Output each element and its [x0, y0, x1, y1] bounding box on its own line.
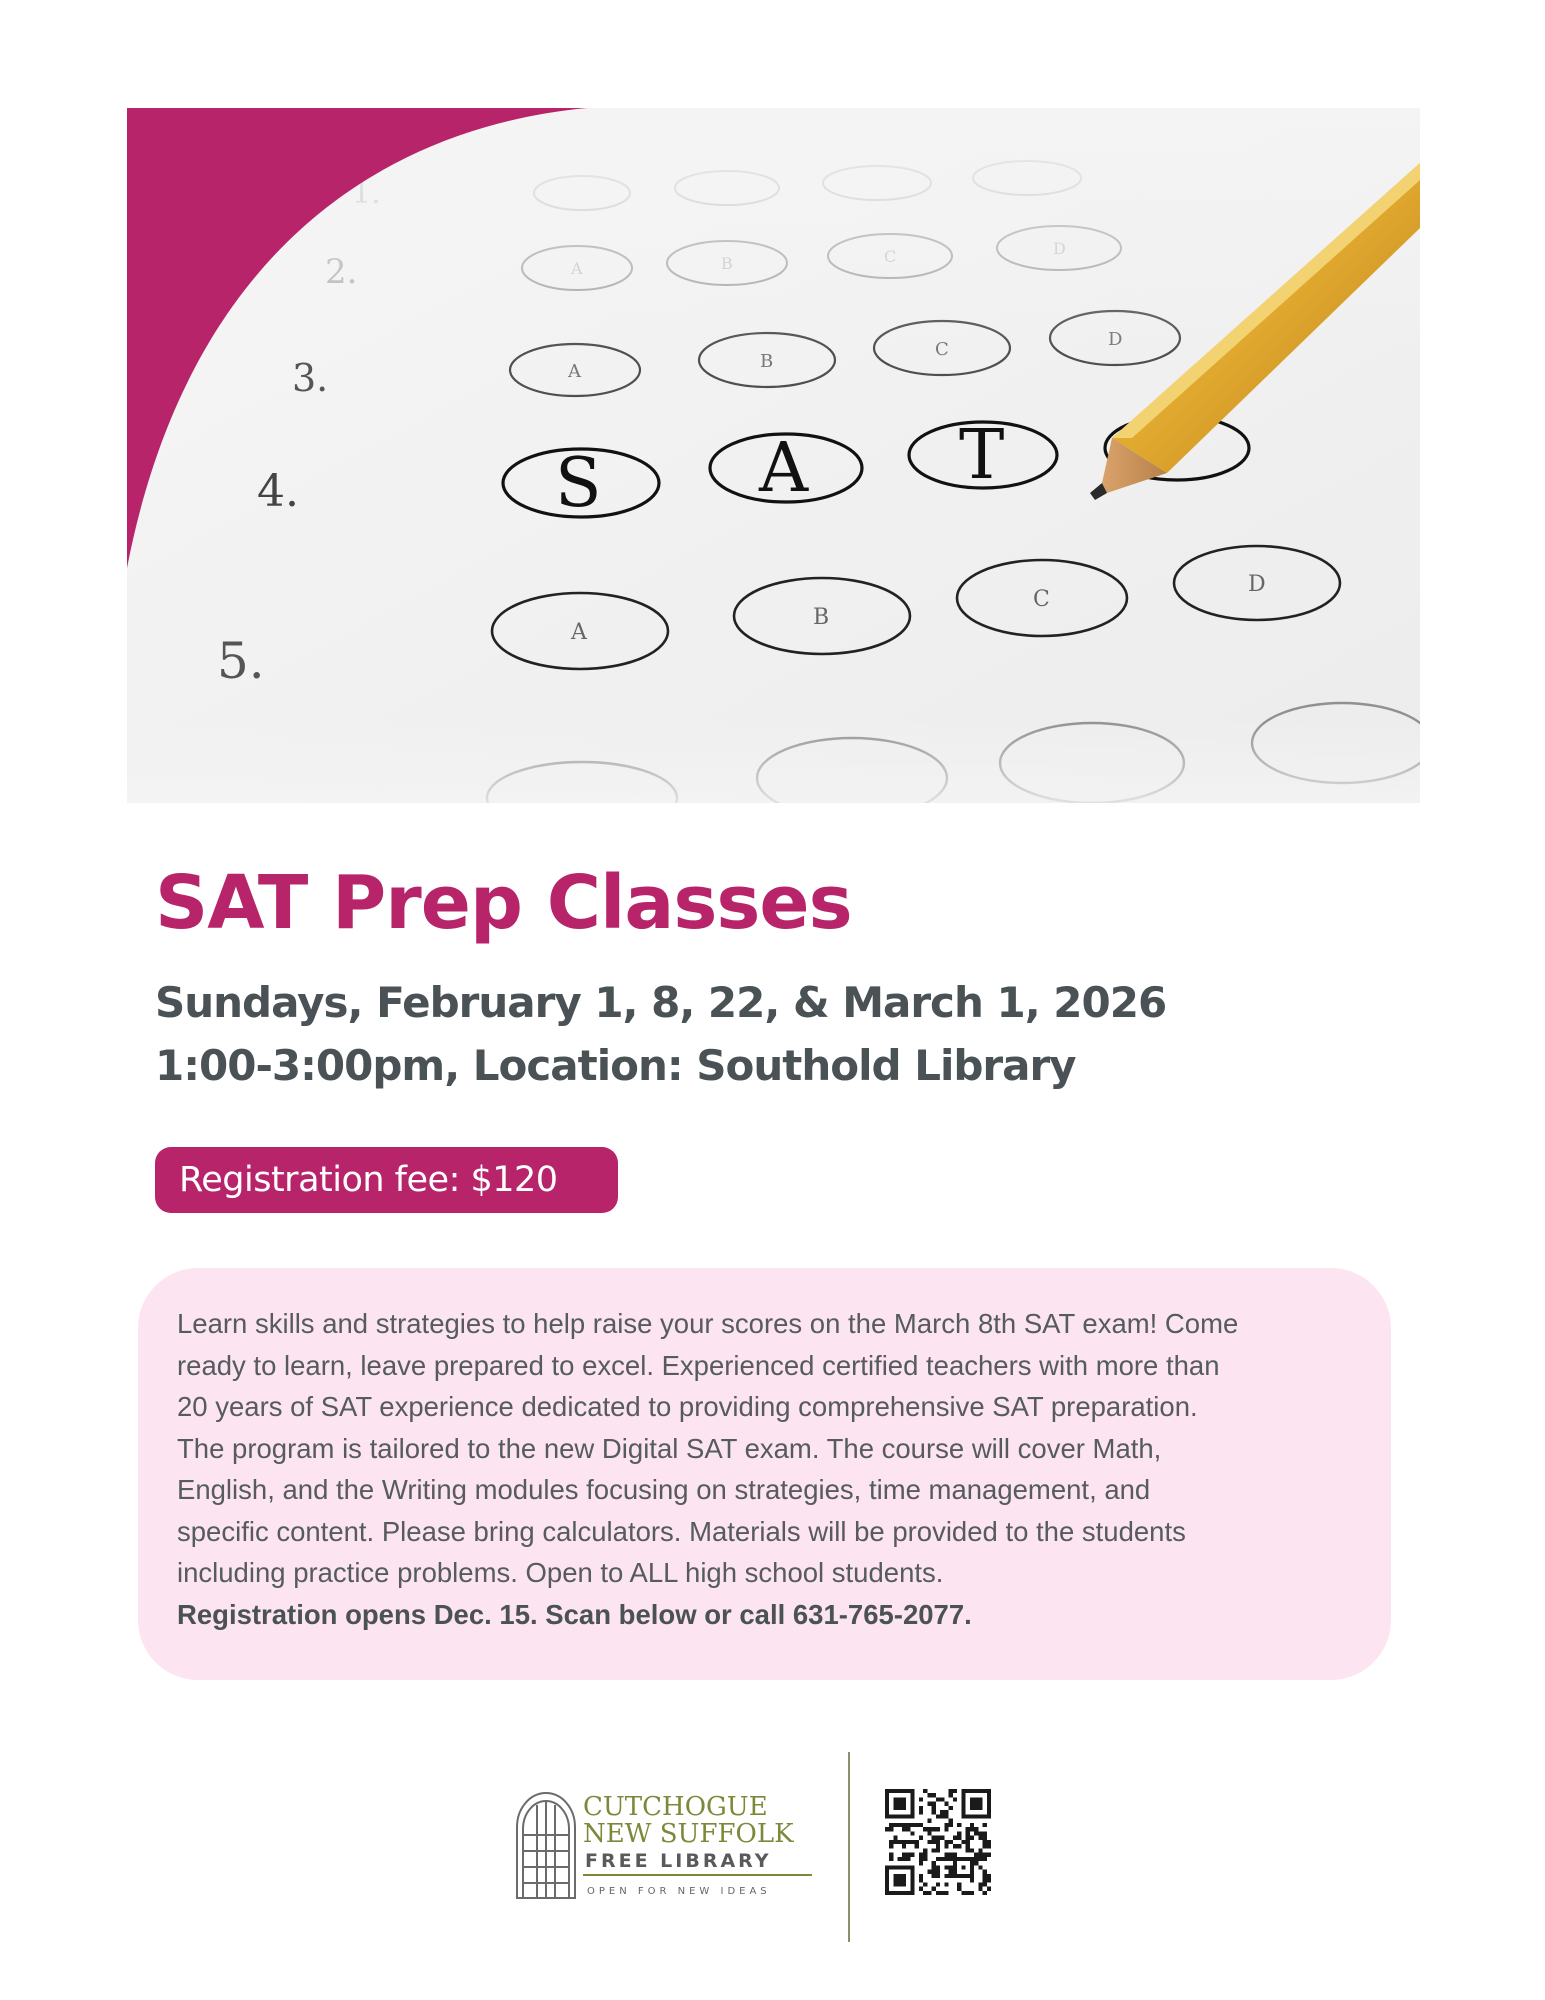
library-logo: [515, 1785, 815, 1905]
description-line: including practice problems. Open to ALL high school students.: [177, 1557, 944, 1588]
registration-info: Registration opens Dec. 15. Scan below or call 631-765-2077.: [177, 1598, 972, 1630]
logo-line-2: NEW SUFFOLK: [583, 1819, 794, 1849]
logo-line-1: CUTCHOGUE: [583, 1792, 768, 1822]
page-title: SAT Prep Classes: [155, 860, 852, 946]
description-line: Learn skills and strategies to help raise your scores on the March 8th SAT exam! Come: [177, 1308, 1239, 1339]
qr-code[interactable]: [885, 1789, 991, 1895]
description-line: 20 years of SAT experience dedicated to providing comprehensive SAT preparation.: [177, 1391, 1198, 1422]
description-panel: [138, 1268, 1391, 1680]
answer-sheet-illustration: [127, 108, 1420, 803]
logo-tagline: OPEN FOR NEW IDEAS: [587, 1886, 771, 1897]
description-line: specific content. Please bring calculators. Materials will be provided to the students: [177, 1515, 1186, 1547]
event-dates: Sundays, February 1, 8, 22, & March 1, 2026: [155, 978, 1167, 1027]
registration-fee-badge: Registration fee: $120: [155, 1147, 618, 1213]
footer-divider: [848, 1752, 850, 1942]
window-icon: [517, 1793, 575, 1898]
description-line: The program is tailored to the new Digital SAT exam. The course will cover Math,: [177, 1432, 1162, 1464]
description-line: English, and the Writing modules focusing on strategies, time management, and: [177, 1474, 1151, 1505]
logo-line-3: FREE LIBRARY: [585, 1850, 772, 1872]
hero-image: [127, 108, 1420, 803]
description-line: ready to learn, leave prepared to excel. Experienced certified teachers with more than: [177, 1349, 1220, 1381]
event-time-location: 1:00-3:00pm, Location: Southold Library: [155, 1041, 1076, 1090]
